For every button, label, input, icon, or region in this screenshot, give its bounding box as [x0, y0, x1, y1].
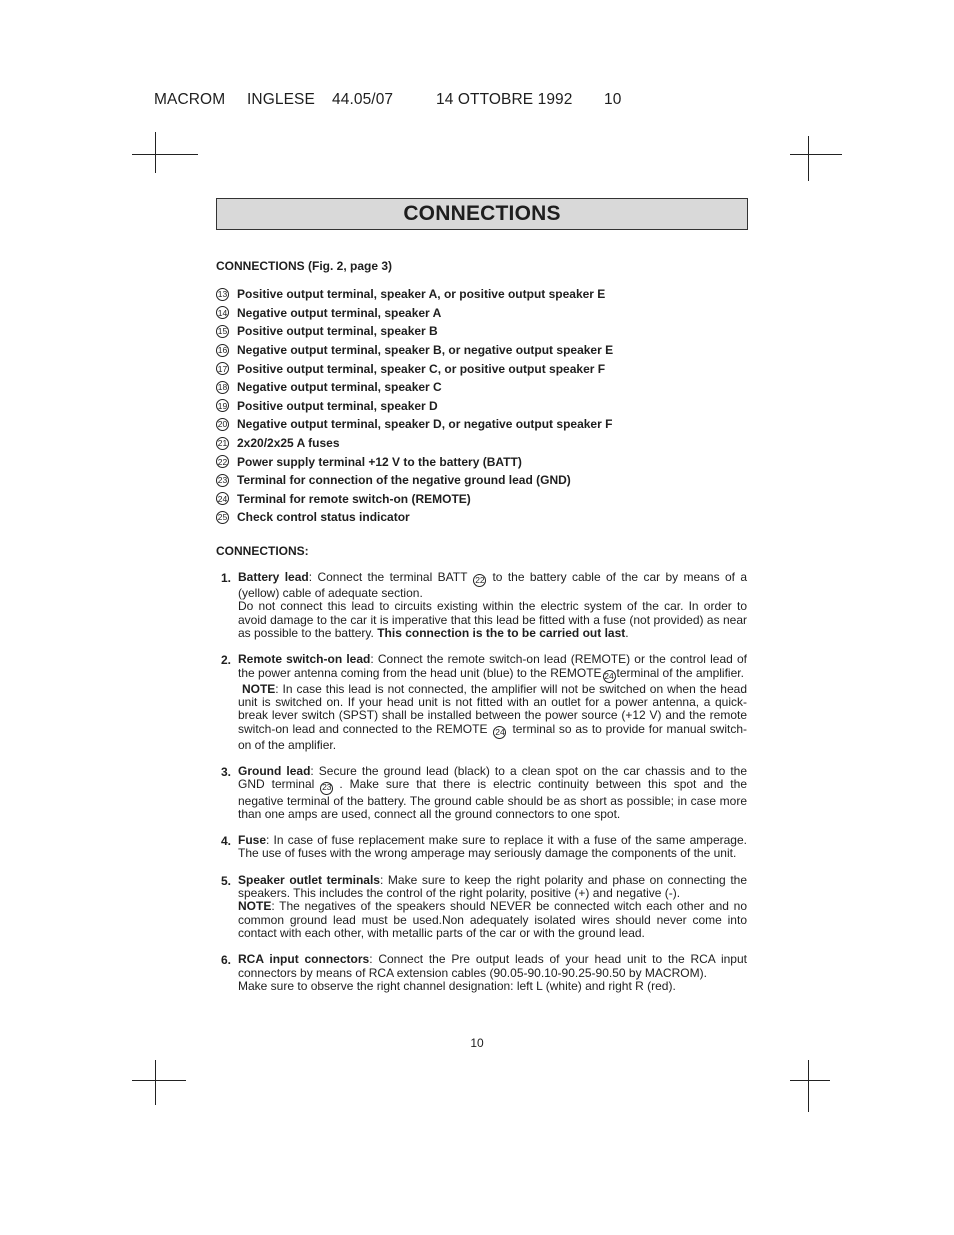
item-number-badge: 14 — [217, 307, 228, 318]
step-paragraph — [238, 900, 747, 940]
step-text: : Connect the terminal BATT — [308, 570, 468, 584]
legend-item-text: Check control status indicator — [237, 510, 410, 525]
item-number-badge: 25 — [217, 512, 228, 523]
step-text: : In case this lead is not connected, the amplifier will not be switched on when the head unit is switched on. If your head unit is not fitted with an outlet for a power antenna, a quick-break lever switch (SPST) shall be installed between the power source (+12 V) and the remote switch-on lead and connected to the REMOTE — [238, 681, 747, 736]
item-number-badge: 13 — [217, 289, 228, 300]
legend-item — [216, 452, 756, 471]
legend-item — [216, 397, 756, 416]
step-number: 1. — [221, 571, 232, 585]
header-date: 14 OTTOBRE 1992 — [436, 91, 573, 108]
step-label: Remote switch-on lead — [238, 652, 371, 667]
legend-item-text: Power supply terminal +12 V to the battery (BATT) — [237, 454, 522, 469]
crop-mark — [790, 1080, 830, 1081]
step-text: . — [625, 626, 629, 641]
header-page: 10 — [604, 91, 622, 108]
terminal-ref-badge: 22 — [473, 574, 486, 587]
step-paragraph — [238, 980, 747, 993]
terminal-ref-badge: 24 — [493, 726, 506, 739]
step-text: : In case of fuse replacement make sure to replace it with a fuse of the same amperage. The use of fuses with the wrong amperage may seriously damage the components of the unit. — [238, 833, 747, 861]
legend-item-text: Positive output terminal, speaker C, or positive output speaker F — [237, 361, 606, 376]
crop-mark — [155, 1060, 156, 1105]
step-text: terminal so as to provide for manual switch-on of the amplifier. — [238, 721, 748, 752]
crop-mark — [132, 1080, 186, 1081]
step-text: : Connect the Pre output leads of your head unit to the RCA input connectors by means of RCA extension cables (90.05-90.10-90.25-90.50 by MACROM). — [238, 952, 747, 980]
step-number: 5. — [221, 873, 232, 888]
legend-item — [216, 341, 756, 360]
legend-item — [216, 304, 756, 323]
step-text: to the battery cable of the car by means of a (yellow) cable of adequate section. — [238, 570, 747, 601]
note-label: NOTE — [241, 681, 276, 696]
legend-item-text: Positive output terminal, speaker B — [237, 324, 438, 339]
crop-mark — [790, 154, 842, 155]
legend-item — [216, 285, 756, 304]
legend-item-text: Negative output terminal, speaker A — [237, 305, 442, 320]
crop-mark — [808, 136, 809, 181]
connections-heading: CONNECTIONS: — [216, 544, 309, 558]
legend-item-text: Terminal for connection of the negative ground lead (GND) — [237, 473, 571, 488]
step-text: : Make sure to keep the right polarity and phase on connecting the speakers. This includes the control of the right polarity, positive (+) and negative (-). — [238, 872, 747, 901]
legend-item — [216, 471, 756, 490]
header-code: 44.05/07 — [332, 91, 394, 108]
step-paragraph — [238, 571, 747, 600]
legend-item-text: Positive output terminal, speaker A, or positive output speaker E — [237, 287, 606, 302]
legend-item-text: Negative output terminal, speaker B, or negative output speaker E — [237, 343, 614, 358]
step-number: 2. — [221, 653, 232, 668]
legend-item — [216, 322, 756, 341]
terminal-legend — [216, 285, 756, 527]
legend-item-text: Negative output terminal, speaker D, or negative output speaker F — [237, 417, 613, 432]
section-title-box — [216, 198, 748, 230]
step-label: RCA input connectors — [238, 952, 370, 967]
step-paragraph — [238, 600, 747, 640]
legend-item — [216, 415, 756, 434]
crop-mark — [132, 154, 198, 155]
header-brand: MACROM — [154, 91, 226, 108]
step-rca-inputs — [216, 953, 747, 993]
item-number-badge: 23 — [217, 475, 228, 486]
legend-item — [216, 359, 756, 378]
step-label: Battery lead — [238, 570, 309, 584]
legend-item — [216, 490, 756, 509]
item-number-badge: 20 — [217, 419, 228, 430]
connection-steps — [216, 571, 747, 1006]
item-number-badge: 15 — [217, 326, 228, 337]
item-number-badge: 18 — [217, 382, 228, 393]
step-paragraph — [238, 834, 747, 861]
step-text: Do not connect this lead to circuits existing within the electric system of the car. In order to avoid damage to the car it is imperative that this lead be fitted with a fuse (not provided) as near as possible to the battery. — [238, 599, 747, 641]
section-title: CONNECTIONS — [403, 202, 561, 225]
step-ground-lead — [216, 765, 747, 821]
legend-heading: CONNECTIONS (Fig. 2, page 3) — [216, 259, 393, 273]
step-fuse — [216, 834, 747, 861]
item-number-badge: 19 — [217, 400, 228, 411]
step-text: : The negatives of the speakers should NEVER be connected witch each other and no common ground lead must be used.Non adequately isolated wires should never come into contact with each other, with metallic parts of the car or with the ground lead. — [238, 899, 747, 940]
terminal-ref-badge: 24 — [603, 670, 616, 683]
print-header — [154, 91, 622, 199]
step-speaker-outlets — [216, 874, 747, 940]
step-text: : Connect the remote switch-on lead (REMOTE) or the control lead of the power antenna coming from the head unit (blue) to the REMOTE — [238, 652, 748, 680]
legend-item-text: Positive output terminal, speaker D — [237, 398, 438, 413]
item-number-badge: 21 — [217, 438, 228, 449]
legend-item-text: Negative output terminal, speaker C — [237, 380, 442, 395]
item-number-badge: 17 — [217, 363, 228, 374]
step-paragraph — [238, 683, 747, 752]
legend-item — [216, 508, 756, 527]
step-paragraph — [238, 953, 747, 980]
step-number: 4. — [221, 834, 232, 849]
crop-mark — [808, 1060, 809, 1112]
step-label: Fuse — [238, 833, 267, 848]
step-paragraph — [238, 874, 747, 901]
step-number: 6. — [221, 953, 232, 968]
step-battery-lead — [216, 571, 747, 640]
legend-item-text: Terminal for remote switch-on (REMOTE) — [237, 491, 471, 506]
step-emphasis: This connection is the to be carried out last — [377, 626, 626, 641]
step-remote-lead — [216, 653, 747, 752]
step-paragraph — [238, 765, 747, 821]
step-text: terminal of the amplifier. — [616, 665, 744, 680]
item-number-badge: 22 — [217, 456, 228, 467]
legend-item — [216, 434, 756, 453]
item-number-badge: 16 — [217, 345, 228, 356]
legend-item — [216, 378, 756, 397]
step-text: : Secure the ground lead (black) to a clean spot on the car chassis and to the GND terminal — [238, 764, 747, 792]
page-number: 10 — [470, 1036, 484, 1050]
item-number-badge: 24 — [217, 493, 228, 504]
header-language: INGLESE — [247, 91, 315, 108]
legend-item-text: 2x20/2x25 A fuses — [237, 436, 340, 451]
terminal-ref-badge: 23 — [320, 782, 333, 795]
step-number: 3. — [221, 765, 232, 780]
step-paragraph — [238, 653, 747, 682]
step-text: . Make sure that there is electric continuity between this spot and the negative terminal of the battery. The ground cable should be as short as possible; in case more than one amps are used, connect all the ground connectors to one spot. — [238, 777, 747, 821]
step-text: Make sure to observe the right channel designation: left L (white) and right R (red). — [238, 978, 676, 993]
step-label: Speaker outlet terminals — [238, 872, 380, 887]
note-label: NOTE — [238, 899, 272, 914]
step-label: Ground lead — [238, 764, 311, 779]
